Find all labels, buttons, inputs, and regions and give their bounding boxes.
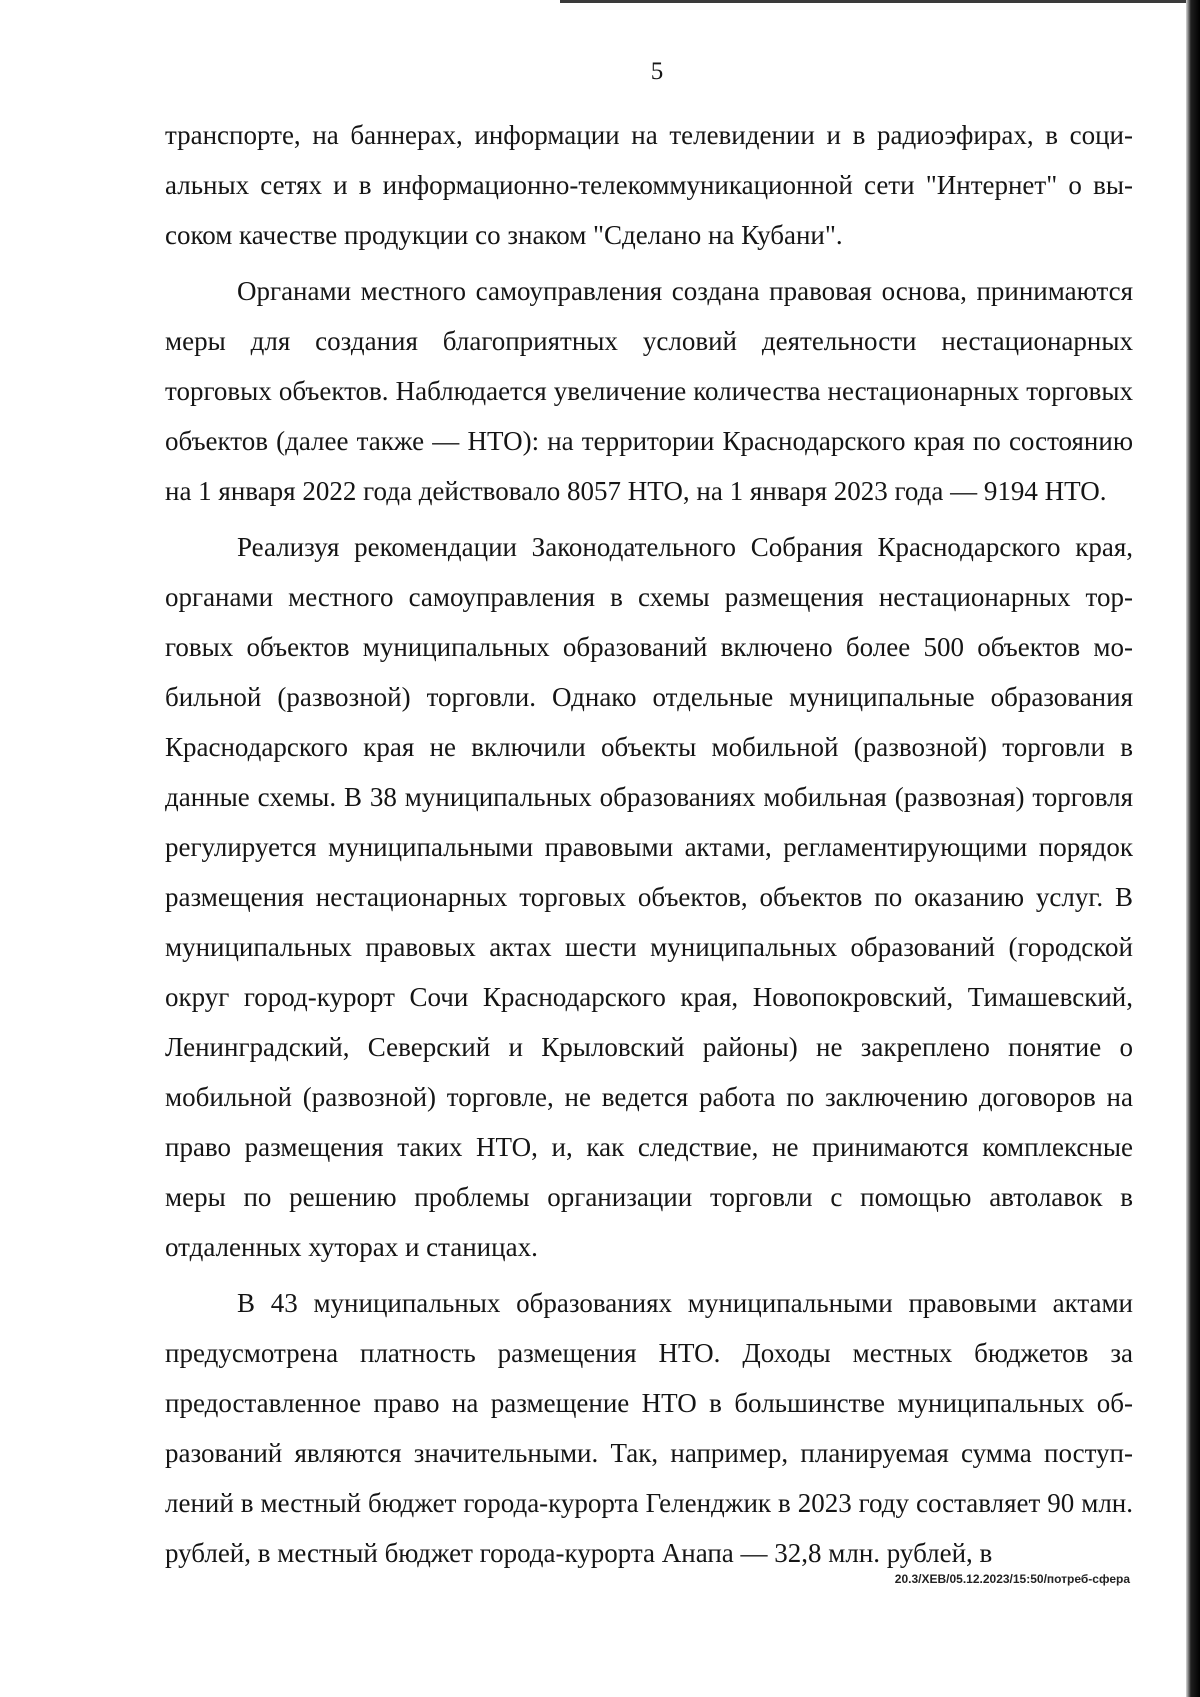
paragraph-nto-legal-basis: Органами местного самоуправления создана правовая основа, принимаются меры для создания благоприятных условий деятельности нестационарных торговых объектов. Наблюдается увеличение количества нестационарных торговых объектов (далее также — НТО): на территории Краснодарского края по состоянию на 1 января 2022 года действовало 8057 НТО, на 1 января 2023 года — 9194 НТО. [165,276,1133,506]
footer-document-code: 20.3/ХЕВ/05.12.2023/15:50/потреб-сфера [894,1572,1130,1586]
scan-top-edge [560,0,1200,3]
body-text [165,110,1133,1578]
paragraph-continuation: транспорте, на баннерах, информации на телевидении и в радиоэфирах, в социальных сетях и в информационно-телекоммуникационной сети "Интернет" о высоком качестве продукции со знаком "Сделано на Кубани". [165,120,1133,250]
scan-right-edge [1186,0,1200,1697]
paragraph-nto-fees: В 43 муниципальных образованиях муниципальными правовыми актами предусмотрена платность размещения НТО. Доходы местных бюджетов за предоставленное право на размещение НТО в большинстве муниципальных образований являются значительными. Так, например, планируемая сумма поступлений в местный бюджет города-курорта Геленджик в 2023 году составляет 90 млн. рублей, в местный бюджет города-курорта Анапа — 32,8 млн. рублей, в [165,1288,1133,1568]
page-number: 5 [650,58,664,85]
paragraph-mobile-trade: Реализуя рекомендации Законодательного Собрания Краснодарского края, органами местного самоуправления в схемы размещения нестационарных торговых объектов муниципальных образований включено более 500 объектов мобильной (развозной) торговли. Однако отдельные муниципальные образования Краснодарского края не включили объекты мобильной (развозной) торговли в данные схемы. В 38 муниципальных образованиях мобильная (развозная) торговля регулируется муниципальными правовыми актами, регламентирующими порядок размещения нестационарных торговых объектов, объектов по оказанию услуг. В муниципальных правовых актах шести муниципальных образований (городской округ город-курорт Сочи Краснодарского края, Новопокровский, Тимашевский, Ленинградский, Северский и Крыловский районы) не закреплено понятие о мобильной (развозной) торговле, не ведется работа по заключению договоров на право размещения таких НТО, и, как следствие, не принимаются комплексные меры по решению проблемы организации торговли с помощью автолавок в отдаленных хуторах и станицах. [165,532,1133,1262]
